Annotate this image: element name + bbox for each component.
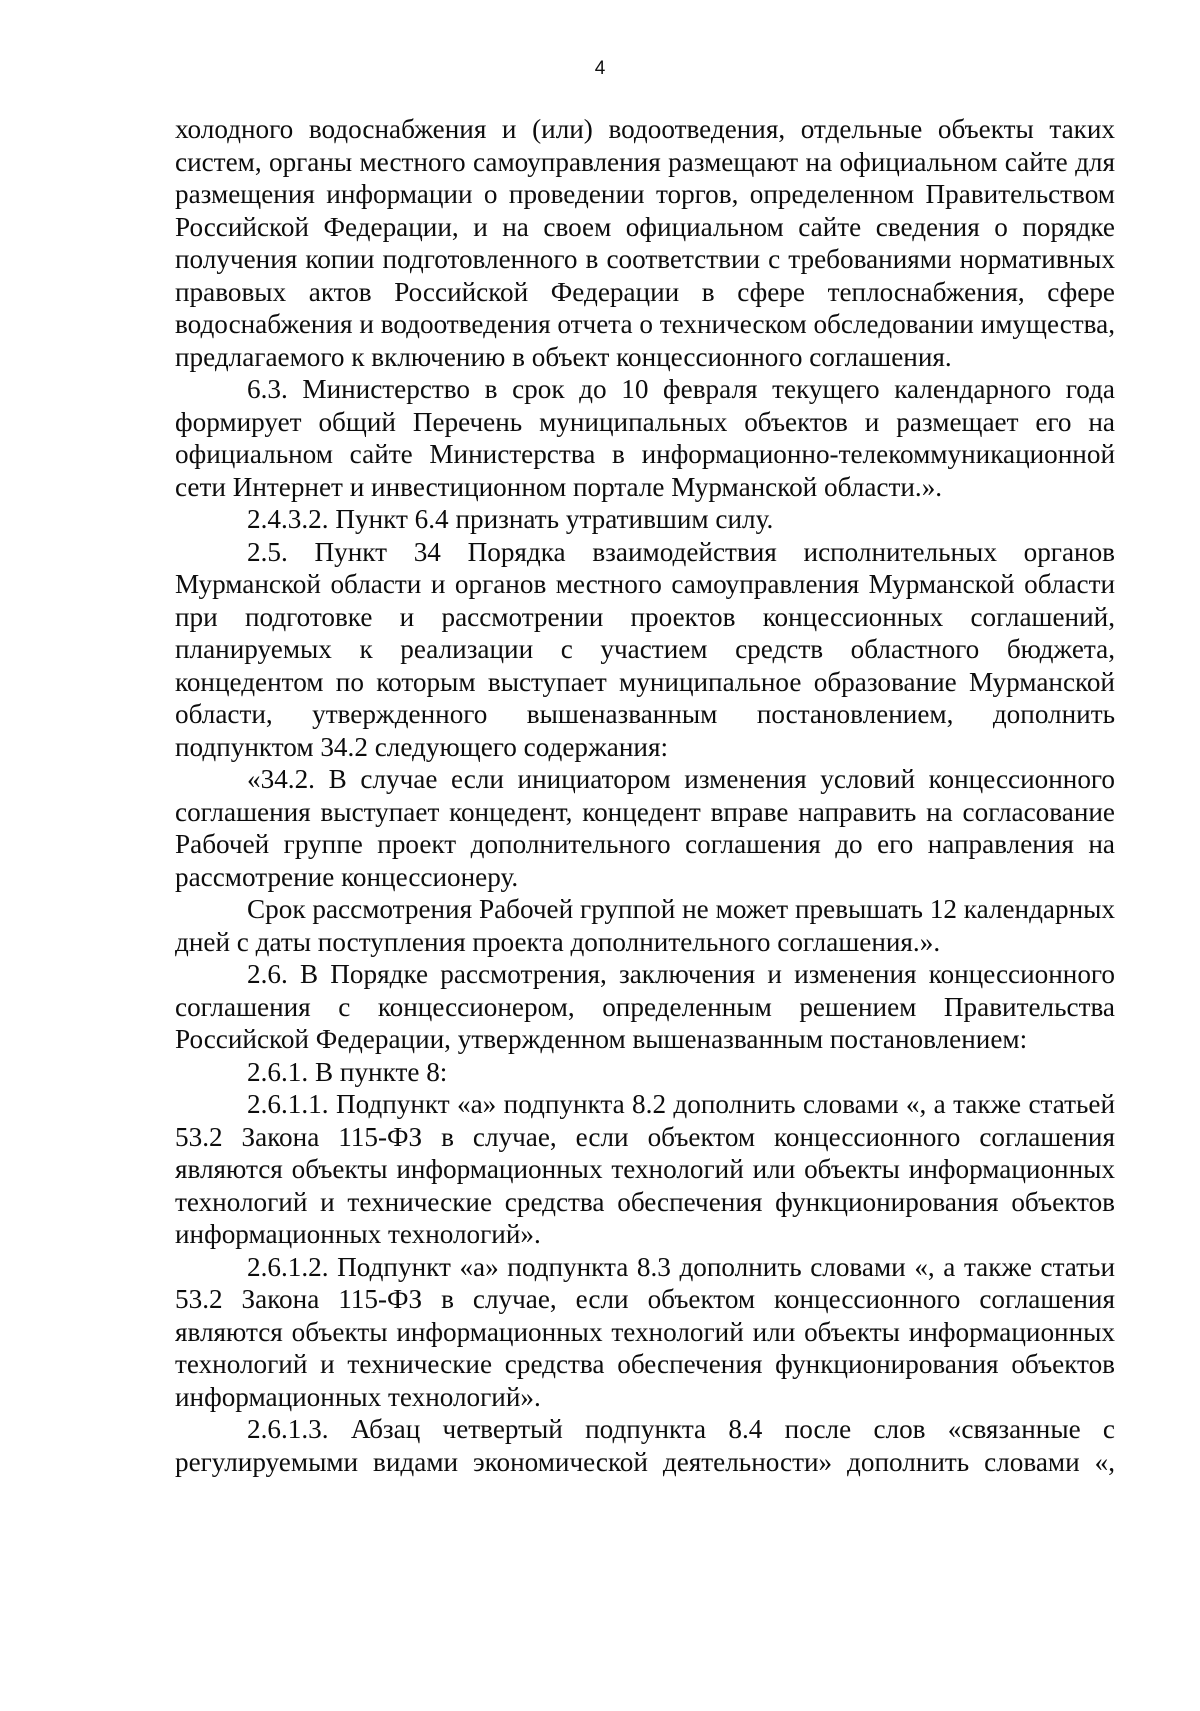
paragraph-6-3: 6.3. Министерство в срок до 10 февраля текущего календарного года формирует общий Перечень муниципальных объектов и размещает его на официальном сайте Министерства в информационно-телекоммуникационной сети Интернет и инвестиционном портале Мурманской области.». — [175, 374, 1115, 502]
paragraph-2-5: 2.5. Пункт 34 Порядка взаимодействия исполнительных органов Мурманской области и органов местного самоуправления Мурманской области при подготовке и рассмотрении проектов концессионных соглашений, планируемых к реализации с участием средств областного бюджета, концедентом по которым выступает муниципальное образование Мурманской области, утвержденного вышеназванным постановлением, дополнить подпунктом 34.2 следующего содержания: — [175, 536, 1115, 762]
page-number: 4 — [594, 58, 606, 79]
paragraph-2-6-1-1: 2.6.1.1. Подпункт «а» подпункта 8.2 дополнить словами «, а также статьей 53.2 Закона 115-ФЗ в случае, если объектом концессионного соглашения являются объекты информационных технологий или объекты информационных технологий и технические средства обеспечения функционирования объектов информационных технологий». — [175, 1089, 1115, 1249]
paragraph-review-term: Срок рассмотрения Рабочей группой не может превышать 12 календарных дней с даты поступления проекта дополнительного соглашения.». — [175, 894, 1115, 957]
paragraph-2-6: 2.6. В Порядке рассмотрения, заключения и изменения концессионного соглашения с концессионером, определенным решением Правительства Российской Федерации, утвержденном вышеназванным постановлением: — [175, 959, 1115, 1054]
paragraph-34-2: «34.2. В случае если инициатором изменения условий концессионного соглашения выступает концедент, концедент вправе направить на согласование Рабочей группе проект дополнительного соглашения до его направления на рассмотрение концессионеру. — [175, 764, 1115, 892]
paragraph-2-6-1: 2.6.1. В пункте 8: — [247, 1056, 448, 1087]
paragraph-2-6-1-3: 2.6.1.3. Абзац четвертый подпункта 8.4 после слов «связанные с регулируемыми видами экономической деятельности» дополнить словами «, — [175, 1414, 1115, 1477]
paragraph-2-6-1-2: 2.6.1.2. Подпункт «а» подпункта 8.3 дополнить словами «, а также статьи 53.2 Закона 115-ФЗ в случае, если объектом концессионного соглашения являются объекты информационных технологий или объекты информационных технологий и технические средства обеспечения функционирования объектов информационных технологий». — [175, 1251, 1115, 1412]
paragraph-continuation: холодного водоснабжения и (или) водоотведения, отдельные объекты таких систем, органы местного самоуправления размещают на официальном сайте для размещения информации о проведении торгов, определенном Правительством Российской Федерации, и на своем официальном сайте сведения о порядке получения копии подготовленного в соответствии с требованиями нормативных правовых актов Российской Федерации в сфере теплоснабжения, сфере водоснабжения и водоотведения отчета о техническом обследовании имущества, предлагаемого к включению в объект концессионного соглашения. — [175, 114, 1115, 372]
paragraph-2-4-3-2: 2.4.3.2. Пункт 6.4 признать утратившим силу. — [247, 504, 774, 534]
document-body — [175, 113, 1115, 1478]
